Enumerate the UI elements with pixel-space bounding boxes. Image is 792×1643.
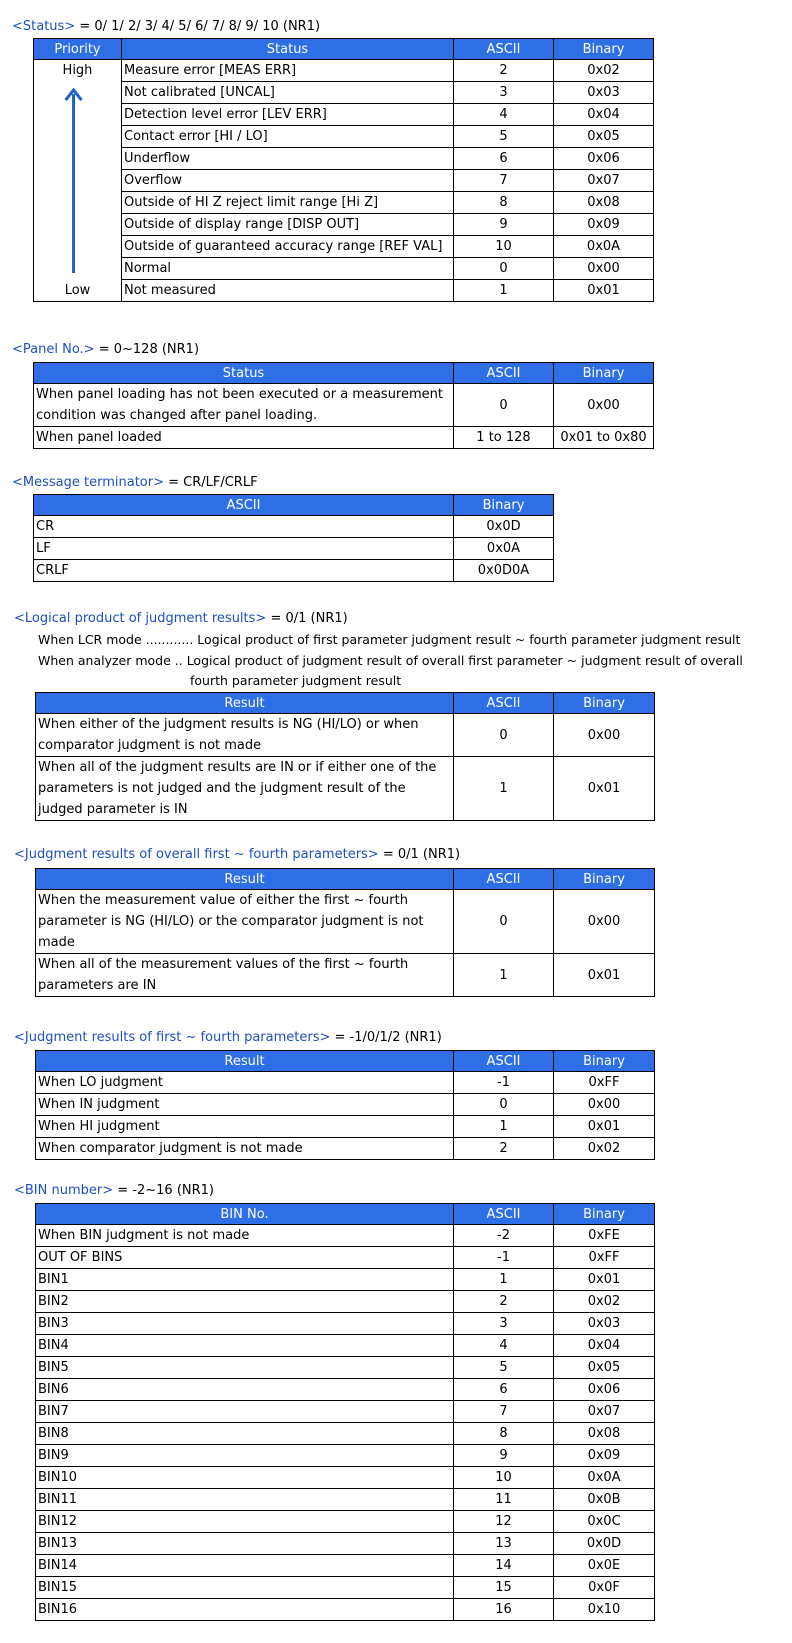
status-cell: Measure error [MEAS ERR] <box>122 60 454 82</box>
panel-heading <box>12 342 199 357</box>
bin-ascii-cell: 6 <box>454 1379 554 1401</box>
params-binary-cell: 0xFF <box>554 1072 655 1094</box>
bin-binary-cell: 0x0C <box>554 1511 655 1533</box>
bin-bin-cell: When BIN judgment is not made <box>36 1225 454 1247</box>
bin-binary-cell: 0x0A <box>554 1467 655 1489</box>
logical-col-ascii: ASCII <box>454 693 554 714</box>
terminator-heading-label: <Message terminator> <box>12 475 164 490</box>
logical-header-row <box>36 693 655 714</box>
bin-ascii-cell: 3 <box>454 1313 554 1335</box>
status-cell: Underflow <box>122 148 454 170</box>
terminator-table <box>33 494 554 582</box>
bin-bin-cell: BIN7 <box>36 1401 454 1423</box>
priority-high-label: High <box>62 63 93 78</box>
overall-ascii-cell: 0 <box>454 890 554 954</box>
logical-binary-cell: 0x01 <box>554 757 655 821</box>
table-row <box>34 82 654 104</box>
ascii-cell: 6 <box>454 148 554 170</box>
bin-binary-cell: 0x0B <box>554 1489 655 1511</box>
bin-col-number: BIN No. <box>36 1204 454 1225</box>
terminator-binary-cell: 0x0A <box>454 538 554 560</box>
bin-bin-cell: BIN10 <box>36 1467 454 1489</box>
table-row <box>36 1379 655 1401</box>
table-row <box>36 1555 655 1577</box>
params-heading-value: = -1/0/1/2 (NR1) <box>330 1030 442 1045</box>
params-result-cell: When HI judgment <box>36 1116 454 1138</box>
priority-cell <box>34 60 122 302</box>
logical-binary-cell: 0x00 <box>554 714 655 757</box>
overall-heading-label: <Judgment results of overall first ~ fourth parameters> <box>14 847 379 862</box>
table-row <box>36 1291 655 1313</box>
bin-binary-cell: 0x01 <box>554 1269 655 1291</box>
status-heading-value: = 0/ 1/ 2/ 3/ 4/ 5/ 6/ 7/ 8/ 9/ 10 (NR1) <box>75 19 321 34</box>
bin-bin-cell: OUT OF BINS <box>36 1247 454 1269</box>
ascii-cell: 4 <box>454 104 554 126</box>
overall-heading-value: = 0/1 (NR1) <box>378 847 461 862</box>
table-row <box>36 1467 655 1489</box>
priority-low-label: Low <box>64 283 91 298</box>
table-row <box>34 236 654 258</box>
binary-cell: 0x05 <box>554 126 654 148</box>
binary-cell: 0x06 <box>554 148 654 170</box>
table-row <box>36 1247 655 1269</box>
params-col-ascii: ASCII <box>454 1051 554 1072</box>
terminator-ascii-cell: LF <box>34 538 454 560</box>
table-row <box>36 1357 655 1379</box>
params-ascii-cell: 2 <box>454 1138 554 1160</box>
logical-table <box>35 692 655 821</box>
overall-result-cell: When all of the measurement values of the first ~ fourth parameters are IN <box>36 954 454 997</box>
bin-binary-cell: 0x0D <box>554 1533 655 1555</box>
terminator-heading <box>12 475 258 490</box>
ascii-cell: 0 <box>454 258 554 280</box>
bin-ascii-cell: 5 <box>454 1357 554 1379</box>
bin-binary-cell: 0x05 <box>554 1357 655 1379</box>
table-row <box>34 560 554 582</box>
status-table <box>33 38 654 302</box>
bin-binary-cell: 0x02 <box>554 1291 655 1313</box>
status-cell: Normal <box>122 258 454 280</box>
params-heading <box>14 1030 442 1045</box>
binary-cell: 0x03 <box>554 82 654 104</box>
panel-binary-cell: 0x01 to 0x80 <box>554 427 654 449</box>
table-row <box>34 516 554 538</box>
panel-heading-label: <Panel No.> <box>12 342 95 357</box>
logical-result-cell: When all of the judgment results are IN or if either one of the parameters is not judged and the judgment result of the judged parameter is IN <box>36 757 454 821</box>
status-header-row <box>34 39 654 60</box>
bin-heading-label: <BIN number> <box>14 1183 114 1198</box>
params-binary-cell: 0x01 <box>554 1116 655 1138</box>
binary-cell: 0x01 <box>554 280 654 302</box>
bin-heading <box>14 1183 214 1198</box>
bin-bin-cell: BIN14 <box>36 1555 454 1577</box>
bin-header-row <box>36 1204 655 1225</box>
table-row <box>34 538 554 560</box>
panel-header-row <box>34 363 654 384</box>
terminator-binary-cell: 0x0D0A <box>454 560 554 582</box>
overall-col-result: Result <box>36 869 454 890</box>
up-arrow-icon <box>34 84 121 275</box>
terminator-ascii-cell: CR <box>34 516 454 538</box>
bin-ascii-cell: 14 <box>454 1555 554 1577</box>
table-row <box>36 954 655 997</box>
table-row <box>36 714 655 757</box>
table-row <box>34 214 654 236</box>
logical-col-result: Result <box>36 693 454 714</box>
ascii-cell: 2 <box>454 60 554 82</box>
bin-bin-cell: BIN4 <box>36 1335 454 1357</box>
bin-bin-cell: BIN11 <box>36 1489 454 1511</box>
logical-ascii-cell: 1 <box>454 757 554 821</box>
table-row <box>36 1511 655 1533</box>
table-row <box>36 1225 655 1247</box>
overall-binary-cell: 0x01 <box>554 954 655 997</box>
ascii-cell: 9 <box>454 214 554 236</box>
binary-cell: 0x00 <box>554 258 654 280</box>
params-col-binary: Binary <box>554 1051 655 1072</box>
overall-col-binary: Binary <box>554 869 655 890</box>
table-row <box>34 192 654 214</box>
status-cell: Not measured <box>122 280 454 302</box>
table-row <box>34 60 654 82</box>
panel-col-ascii: ASCII <box>454 363 554 384</box>
bin-bin-cell: BIN15 <box>36 1577 454 1599</box>
params-ascii-cell: 1 <box>454 1116 554 1138</box>
status-heading-label: <Status> <box>12 19 76 34</box>
bin-ascii-cell: 11 <box>454 1489 554 1511</box>
table-row <box>34 126 654 148</box>
bin-bin-cell: BIN9 <box>36 1445 454 1467</box>
table-row <box>36 1116 655 1138</box>
overall-ascii-cell: 1 <box>454 954 554 997</box>
binary-cell: 0x08 <box>554 192 654 214</box>
params-ascii-cell: 0 <box>454 1094 554 1116</box>
panel-binary-cell: 0x00 <box>554 384 654 427</box>
ascii-cell: 5 <box>454 126 554 148</box>
bin-table <box>35 1203 655 1621</box>
overall-col-ascii: ASCII <box>454 869 554 890</box>
params-binary-cell: 0x02 <box>554 1138 655 1160</box>
table-row <box>36 1335 655 1357</box>
params-result-cell: When IN judgment <box>36 1094 454 1116</box>
ascii-cell: 1 <box>454 280 554 302</box>
table-row <box>36 1445 655 1467</box>
bin-ascii-cell: 13 <box>454 1533 554 1555</box>
table-row <box>36 1138 655 1160</box>
bin-ascii-cell: 12 <box>454 1511 554 1533</box>
params-ascii-cell: -1 <box>454 1072 554 1094</box>
logical-heading-label: <Logical product of judgment results> <box>14 611 267 626</box>
bin-ascii-cell: 1 <box>454 1269 554 1291</box>
table-row <box>36 1094 655 1116</box>
bin-binary-cell: 0x04 <box>554 1335 655 1357</box>
bin-ascii-cell: 7 <box>454 1401 554 1423</box>
terminator-binary-cell: 0x0D <box>454 516 554 538</box>
table-row <box>36 1577 655 1599</box>
bin-ascii-cell: 4 <box>454 1335 554 1357</box>
bin-bin-cell: BIN2 <box>36 1291 454 1313</box>
overall-heading <box>14 847 460 862</box>
binary-cell: 0x07 <box>554 170 654 192</box>
panel-heading-value: = 0~128 (NR1) <box>94 342 200 357</box>
params-header-row <box>36 1051 655 1072</box>
bin-bin-cell: BIN6 <box>36 1379 454 1401</box>
table-row <box>36 1269 655 1291</box>
table-row <box>36 1489 655 1511</box>
status-cell: Outside of HI Z reject limit range [Hi Z] <box>122 192 454 214</box>
table-row <box>36 1072 655 1094</box>
table-row <box>36 1599 655 1621</box>
terminator-heading-value: = CR/LF/CRLF <box>163 475 258 490</box>
table-row <box>36 1401 655 1423</box>
table-row <box>34 170 654 192</box>
bin-ascii-cell: 10 <box>454 1467 554 1489</box>
ascii-cell: 7 <box>454 170 554 192</box>
params-result-cell: When LO judgment <box>36 1072 454 1094</box>
bin-bin-cell: BIN8 <box>36 1423 454 1445</box>
bin-binary-cell: 0xFF <box>554 1247 655 1269</box>
bin-binary-cell: 0x0F <box>554 1577 655 1599</box>
status-col-status: Status <box>122 39 454 60</box>
table-row <box>36 1313 655 1335</box>
bin-col-ascii: ASCII <box>454 1204 554 1225</box>
logical-heading <box>14 611 348 626</box>
panel-ascii-cell: 1 to 128 <box>454 427 554 449</box>
binary-cell: 0x0A <box>554 236 654 258</box>
status-cell: Contact error [HI / LO] <box>122 126 454 148</box>
overall-header-row <box>36 869 655 890</box>
overall-binary-cell: 0x00 <box>554 890 655 954</box>
bin-col-binary: Binary <box>554 1204 655 1225</box>
logical-ascii-cell: 0 <box>454 714 554 757</box>
binary-cell: 0x09 <box>554 214 654 236</box>
panel-status-cell: When panel loaded <box>34 427 454 449</box>
logical-col-binary: Binary <box>554 693 655 714</box>
table-row <box>34 384 654 427</box>
bin-binary-cell: 0xFE <box>554 1225 655 1247</box>
bin-binary-cell: 0x10 <box>554 1599 655 1621</box>
table-row <box>36 1423 655 1445</box>
bin-bin-cell: BIN12 <box>36 1511 454 1533</box>
params-binary-cell: 0x00 <box>554 1094 655 1116</box>
overall-result-cell: When the measurement value of either the first ~ fourth parameter is NG (HI/LO) or the comparator judgment is not made <box>36 890 454 954</box>
status-col-binary: Binary <box>554 39 654 60</box>
terminator-header-row <box>34 495 554 516</box>
bin-binary-cell: 0x07 <box>554 1401 655 1423</box>
panel-status-cell: When panel loading has not been executed or a measurement condition was changed after panel loading. <box>34 384 454 427</box>
terminator-ascii-cell: CRLF <box>34 560 454 582</box>
bin-bin-cell: BIN5 <box>36 1357 454 1379</box>
panel-col-binary: Binary <box>554 363 654 384</box>
panel-table <box>33 362 654 449</box>
status-col-priority: Priority <box>34 39 122 60</box>
bin-bin-cell: BIN16 <box>36 1599 454 1621</box>
status-cell: Not calibrated [UNCAL] <box>122 82 454 104</box>
bin-ascii-cell: 16 <box>454 1599 554 1621</box>
bin-binary-cell: 0x09 <box>554 1445 655 1467</box>
table-row <box>36 1533 655 1555</box>
status-cell: Outside of display range [DISP OUT] <box>122 214 454 236</box>
table-row <box>36 890 655 954</box>
status-col-ascii: ASCII <box>454 39 554 60</box>
bin-ascii-cell: 9 <box>454 1445 554 1467</box>
logical-result-cell: When either of the judgment results is NG (HI/LO) or when comparator judgment is not made <box>36 714 454 757</box>
table-row <box>34 280 654 302</box>
table-row <box>34 427 654 449</box>
overall-table <box>35 868 655 997</box>
params-col-result: Result <box>36 1051 454 1072</box>
bin-ascii-cell: -1 <box>454 1247 554 1269</box>
bin-binary-cell: 0x08 <box>554 1423 655 1445</box>
table-row <box>36 757 655 821</box>
bin-ascii-cell: 8 <box>454 1423 554 1445</box>
table-row <box>34 148 654 170</box>
params-result-cell: When comparator judgment is not made <box>36 1138 454 1160</box>
bin-binary-cell: 0x0E <box>554 1555 655 1577</box>
binary-cell: 0x02 <box>554 60 654 82</box>
binary-cell: 0x04 <box>554 104 654 126</box>
bin-bin-cell: BIN13 <box>36 1533 454 1555</box>
ascii-cell: 8 <box>454 192 554 214</box>
status-cell: Outside of guaranteed accuracy range [REF VAL] <box>122 236 454 258</box>
panel-col-status: Status <box>34 363 454 384</box>
bin-ascii-cell: -2 <box>454 1225 554 1247</box>
panel-ascii-cell: 0 <box>454 384 554 427</box>
bin-bin-cell: BIN3 <box>36 1313 454 1335</box>
terminator-col-ascii: ASCII <box>34 495 454 516</box>
bin-ascii-cell: 15 <box>454 1577 554 1599</box>
table-row <box>34 104 654 126</box>
table-row <box>34 258 654 280</box>
bin-binary-cell: 0x03 <box>554 1313 655 1335</box>
bin-bin-cell: BIN1 <box>36 1269 454 1291</box>
params-table <box>35 1050 655 1160</box>
status-cell: Overflow <box>122 170 454 192</box>
logical-lcr-line: When LCR mode ............ Logical product of first parameter judgment result ~ fourth parameter judgment result <box>38 632 741 647</box>
terminator-col-binary: Binary <box>454 495 554 516</box>
logical-heading-value: = 0/1 (NR1) <box>266 611 348 626</box>
logical-analyzer-line-cont: fourth parameter judgment result <box>190 673 402 688</box>
logical-analyzer-line: When analyzer mode .. Logical product of judgment result of overall first parameter ~ judgment result of overall <box>38 653 743 668</box>
ascii-cell: 10 <box>454 236 554 258</box>
status-heading <box>12 19 320 34</box>
bin-heading-value: = -2~16 (NR1) <box>113 1183 214 1198</box>
params-heading-label: <Judgment results of first ~ fourth parameters> <box>14 1030 331 1045</box>
bin-binary-cell: 0x06 <box>554 1379 655 1401</box>
status-cell: Detection level error [LEV ERR] <box>122 104 454 126</box>
ascii-cell: 3 <box>454 82 554 104</box>
bin-ascii-cell: 2 <box>454 1291 554 1313</box>
